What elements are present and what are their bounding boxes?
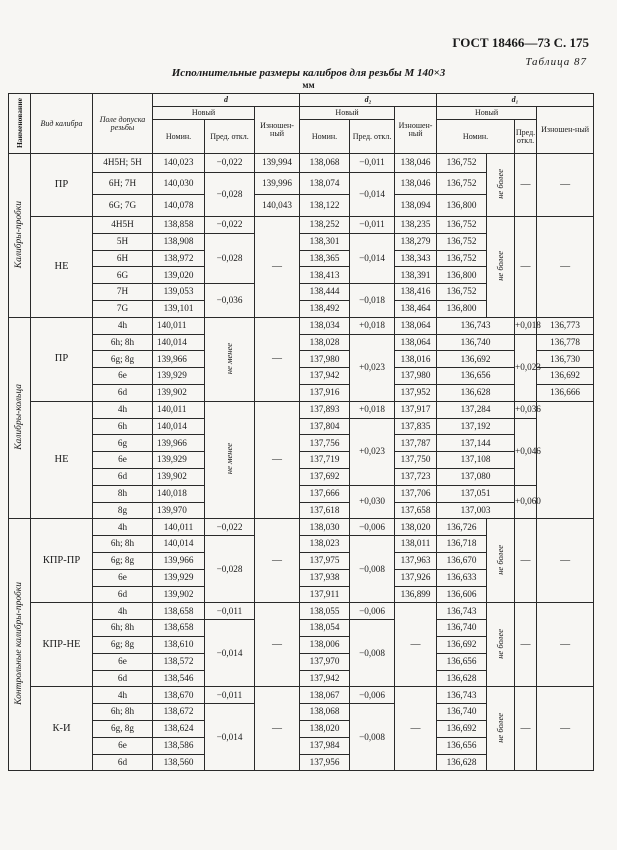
d1-nom: 136,743	[437, 687, 487, 704]
kind-ne-plug: НЕ	[31, 217, 93, 318]
d2-nom: 138,492	[300, 300, 350, 317]
table-row	[9, 519, 594, 536]
d1-worn: —	[537, 154, 594, 217]
d1-nom: 136,800	[437, 267, 487, 284]
d2-worn: 137,706	[395, 485, 437, 502]
d1-dev: —	[515, 519, 537, 603]
d-dev: −0,028	[205, 173, 255, 217]
d1-dev: —	[515, 217, 537, 318]
d1-nom: 136,752	[437, 233, 487, 250]
d1-nom: 136,656	[437, 653, 487, 670]
d2-nom: 137,956	[300, 754, 350, 771]
d-note: не менее	[205, 317, 255, 401]
d1-nom: 137,051	[437, 485, 515, 502]
d1-nom: 136,633	[437, 569, 487, 586]
table-label: Таблица 87	[525, 56, 587, 68]
d-nom: 138,658	[153, 603, 205, 620]
d2-worn: —	[395, 687, 437, 771]
d2-nom: 138,030	[300, 519, 350, 536]
kind-k-i: К-И	[31, 687, 93, 771]
table-row	[9, 368, 594, 385]
d-dev: −0,014	[205, 620, 255, 687]
d1-nom: 136,752	[437, 154, 487, 173]
table-title: Исполнительные размеры калибров для резьбы М 140×3	[171, 67, 446, 79]
d2-dev: −0,008	[350, 536, 395, 603]
d-nom: 138,858	[153, 217, 205, 234]
d1-dev: +0,018	[515, 317, 537, 334]
d-nom: 139,929	[153, 368, 205, 385]
d2-nom: 137,942	[300, 670, 350, 687]
d2-dev: −0,006	[350, 603, 395, 620]
d2-worn-header: Изношен-ный	[395, 107, 437, 154]
d1-nom: 136,692	[437, 636, 487, 653]
d1-dev: +0,036	[515, 401, 537, 418]
d2-nom: 138,067	[300, 687, 350, 704]
d-nom: 139,053	[153, 284, 205, 301]
d2-nom: 137,980	[300, 351, 350, 368]
tol-field: 6e	[93, 368, 153, 385]
d-nom: 138,586	[153, 737, 205, 754]
d-dev: −0,028	[205, 536, 255, 603]
d2-dev: −0,006	[350, 519, 395, 536]
d2-worn: 138,279	[395, 233, 437, 250]
d2-worn: 138,016	[395, 351, 437, 368]
d2-worn: 137,835	[395, 418, 437, 435]
d1-nom: 136,656	[437, 737, 487, 754]
d2-nom: 138,122	[300, 195, 350, 217]
d-dev: −0,011	[205, 603, 255, 620]
d1-worn: 136,730	[537, 351, 594, 368]
col-d-header: d	[153, 94, 300, 107]
d-nom: 139,902	[153, 384, 205, 401]
d-new-header: Новый	[153, 107, 255, 120]
tol-field: 6e	[93, 569, 153, 586]
tol-field: 6H; 7H	[93, 173, 153, 195]
d-nom: 140,014	[153, 334, 205, 351]
tol-field: 6e	[93, 653, 153, 670]
d-nom: 138,670	[153, 687, 205, 704]
d1-nom: 136,692	[437, 351, 515, 368]
d-nom: 139,966	[153, 552, 205, 569]
tol-field: 8h	[93, 485, 153, 502]
kind-pr-ring: ПР	[31, 317, 93, 401]
d2-nom: 138,020	[300, 720, 350, 737]
d-nom: 138,972	[153, 250, 205, 267]
d2-dev: −0,008	[350, 620, 395, 687]
d-worn: —	[255, 687, 300, 771]
d2-dev: +0,018	[350, 317, 395, 334]
d1-nom: 136,800	[437, 195, 487, 217]
tol-field: 6h; 8h	[93, 536, 153, 553]
d1-worn: 136,692	[537, 368, 594, 385]
d1-worn: —	[537, 217, 594, 318]
d2-nom: 138,023	[300, 536, 350, 553]
table-row	[9, 435, 594, 452]
d-nom: 140,078	[153, 195, 205, 217]
d-nom: 139,101	[153, 300, 205, 317]
d1-worn: —	[537, 603, 594, 687]
d2-nom: 138,034	[300, 317, 350, 334]
d-note: не менее	[205, 401, 255, 519]
d2-nom: 138,301	[300, 233, 350, 250]
d1-dev: —	[515, 154, 537, 217]
tol-field: 6h; 8h	[93, 334, 153, 351]
d1-dev: +0,060	[515, 485, 537, 519]
group-plug-gauges: Калибры-пробки	[9, 154, 31, 318]
d-nom: 139,020	[153, 267, 205, 284]
d2-worn: 138,064	[395, 334, 437, 351]
d2-worn: 138,064	[395, 317, 437, 334]
d1-nom: 136,628	[437, 384, 515, 401]
d2-worn: 137,917	[395, 401, 437, 418]
d1-nom: 137,284	[437, 401, 515, 418]
tol-field: 7G	[93, 300, 153, 317]
d2-dev: +0,023	[350, 418, 395, 485]
table-row	[9, 418, 594, 435]
tol-field: 6d	[93, 468, 153, 485]
d2-dev-header: Пред. откл.	[350, 120, 395, 154]
d-worn: 139,996	[255, 173, 300, 195]
tol-field: 4h	[93, 603, 153, 620]
d2-nom: 137,666	[300, 485, 350, 502]
d2-worn: 138,046	[395, 173, 437, 195]
d2-dev: −0,018	[350, 284, 395, 318]
d-nom: 140,018	[153, 485, 205, 502]
d2-dev: −0,006	[350, 687, 395, 704]
table-row	[9, 485, 594, 502]
page-header	[0, 0, 617, 95]
d1-nom: 136,656	[437, 368, 515, 385]
d-dev: −0,028	[205, 233, 255, 283]
d1-nom: 137,144	[437, 435, 515, 452]
table-row	[9, 401, 594, 418]
d2-dev: −0,011	[350, 154, 395, 173]
col-d2-header: d₂	[300, 94, 437, 107]
d1-nom: 136,752	[437, 250, 487, 267]
d1-nom-header: Номин.	[437, 120, 515, 154]
table-row	[9, 217, 594, 234]
tol-field: 6d	[93, 754, 153, 771]
d2-dev: +0,018	[350, 401, 395, 418]
d-nom: 139,966	[153, 435, 205, 452]
d-nom: 139,966	[153, 351, 205, 368]
tol-field: 6d	[93, 586, 153, 603]
table-row	[9, 687, 594, 704]
tol-field: 6h	[93, 418, 153, 435]
d-nom: 138,610	[153, 636, 205, 653]
kind-kpr-ne: КПР-НЕ	[31, 603, 93, 687]
tol-field: 6d	[93, 670, 153, 687]
d1-nom: 136,752	[437, 173, 487, 195]
d-nom: 140,023	[153, 154, 205, 173]
tol-field: 4h	[93, 519, 153, 536]
d2-worn: 138,011	[395, 536, 437, 553]
d2-worn: 137,723	[395, 468, 437, 485]
d2-nom: 137,756	[300, 435, 350, 452]
d2-nom: 138,413	[300, 267, 350, 284]
d1-note: не более	[487, 603, 515, 687]
d1-nom: 137,192	[437, 418, 515, 435]
group-ring-gauges: Калибры-кольца	[9, 317, 31, 519]
d2-nom: 137,938	[300, 569, 350, 586]
d2-worn: 138,416	[395, 284, 437, 301]
d2-worn: 137,926	[395, 569, 437, 586]
d-worn-header: Изношен-ный	[255, 107, 300, 154]
d2-nom: 137,911	[300, 586, 350, 603]
d1-nom: 136,692	[437, 720, 487, 737]
d2-worn: 138,343	[395, 250, 437, 267]
standard-number: ГОСТ 18466—73 С. 175	[452, 35, 589, 50]
d1-nom: 137,080	[437, 468, 515, 485]
d-nom-header: Номин.	[153, 120, 205, 154]
d1-note: не более	[487, 154, 515, 217]
d2-worn: 137,750	[395, 452, 437, 469]
d2-worn: 138,235	[395, 217, 437, 234]
d1-dev: +0,046	[515, 418, 537, 485]
tol-field: 6G	[93, 267, 153, 284]
d-dev: −0,036	[205, 284, 255, 318]
group-control-plug-gauges: Контрольные калибры-пробки	[9, 519, 31, 771]
d2-worn: 137,658	[395, 502, 437, 519]
col-d1-header: d₁	[437, 94, 594, 107]
d2-worn: 138,094	[395, 195, 437, 217]
tol-field: 5H	[93, 233, 153, 250]
tol-field: 6h; 8h	[93, 620, 153, 637]
d2-worn: 137,952	[395, 384, 437, 401]
table-row	[9, 603, 594, 620]
tol-field: 6g; 8g	[93, 351, 153, 368]
d2-nom: 137,975	[300, 552, 350, 569]
d2-nom: 138,074	[300, 173, 350, 195]
d2-nom: 137,804	[300, 418, 350, 435]
d-nom: 138,908	[153, 233, 205, 250]
d2-nom: 138,365	[300, 250, 350, 267]
d2-dev: −0,014	[350, 173, 395, 217]
tol-field: 6H	[93, 250, 153, 267]
kind-ne-ring: НЕ	[31, 401, 93, 519]
d2-worn: 137,963	[395, 552, 437, 569]
tol-field: 8g	[93, 502, 153, 519]
d-nom: 139,929	[153, 452, 205, 469]
table-row	[9, 468, 594, 485]
d1-nom: 136,743	[437, 603, 487, 620]
d2-worn: 137,787	[395, 435, 437, 452]
gauge-dimensions-table	[8, 93, 594, 771]
d1-worn-header: Изношен-ный	[537, 107, 594, 154]
d1-nom: 136,752	[437, 284, 487, 301]
tol-field: 6e	[93, 452, 153, 469]
d-nom: 140,014	[153, 418, 205, 435]
tol-field: 6e	[93, 737, 153, 754]
d-dev: −0,022	[205, 154, 255, 173]
d-nom: 139,970	[153, 502, 205, 519]
d-worn: 140,043	[255, 195, 300, 217]
d2-nom: 138,444	[300, 284, 350, 301]
d1-dev: —	[515, 603, 537, 687]
d-nom: 138,560	[153, 754, 205, 771]
d2-worn: 138,020	[395, 519, 437, 536]
tol-field: 6g; 8g	[93, 636, 153, 653]
d-nom: 138,624	[153, 720, 205, 737]
d1-nom: 136,670	[437, 552, 487, 569]
table-row	[9, 502, 594, 519]
d1-nom: 136,752	[437, 217, 487, 234]
d2-nom: 138,252	[300, 217, 350, 234]
table-row	[9, 154, 594, 173]
d-nom: 138,546	[153, 670, 205, 687]
d2-nom: 138,006	[300, 636, 350, 653]
d-nom: 140,011	[153, 317, 205, 334]
col-name-header: Наименование	[9, 94, 31, 154]
d1-new-header: Новый	[437, 107, 537, 120]
tol-field: 6h; 8h	[93, 704, 153, 721]
kind-pr-plug: ПР	[31, 154, 93, 217]
d-worn: —	[255, 401, 300, 519]
d1-dev-header: Пред. откл.	[515, 120, 537, 154]
tol-field: 4h	[93, 317, 153, 334]
d2-dev: +0,023	[350, 334, 395, 401]
d1-nom: 136,606	[437, 586, 487, 603]
d-worn: —	[255, 519, 300, 603]
d1-nom: 136,740	[437, 334, 515, 351]
tol-field: 4H5H	[93, 217, 153, 234]
d-nom: 138,572	[153, 653, 205, 670]
d1-nom: 136,628	[437, 670, 487, 687]
table-row	[9, 317, 594, 334]
d2-nom: 137,618	[300, 502, 350, 519]
unit-label: мм	[302, 80, 315, 90]
d1-worn	[537, 401, 594, 519]
table-body	[9, 154, 594, 771]
d-nom: 140,011	[153, 401, 205, 418]
d1-worn: 136,666	[537, 384, 594, 401]
d-dev: −0,011	[205, 687, 255, 704]
tol-field: 6d	[93, 384, 153, 401]
d1-nom: 136,740	[437, 620, 487, 637]
tol-field: 6g, 8g	[93, 720, 153, 737]
table-row	[9, 334, 594, 351]
d2-worn: 138,464	[395, 300, 437, 317]
d2-dev: −0,014	[350, 233, 395, 283]
d2-nom: 138,068	[300, 154, 350, 173]
d1-worn: —	[537, 687, 594, 771]
d1-note: не более	[487, 519, 515, 603]
d-worn: —	[255, 217, 300, 318]
table-row	[9, 384, 594, 401]
col-field-header: Поле допуска резьбы	[93, 94, 153, 154]
d2-worn: 138,391	[395, 267, 437, 284]
d-nom: 140,014	[153, 536, 205, 553]
d-nom: 139,902	[153, 468, 205, 485]
d2-nom: 138,054	[300, 620, 350, 637]
tol-field: 6g	[93, 435, 153, 452]
d1-dev: —	[515, 687, 537, 771]
d-nom: 140,030	[153, 173, 205, 195]
d-nom: 138,658	[153, 620, 205, 637]
tol-field: 4h	[93, 401, 153, 418]
d1-dev: +0,023	[515, 334, 537, 401]
tol-field: 4h	[93, 687, 153, 704]
d2-dev: +0,030	[350, 485, 395, 519]
tol-field: 6g; 8g	[93, 552, 153, 569]
tol-field: 6G; 7G	[93, 195, 153, 217]
d1-note: не более	[487, 687, 515, 771]
d2-dev: −0,008	[350, 704, 395, 771]
d1-nom: 137,108	[437, 452, 515, 469]
d-worn: 139,994	[255, 154, 300, 173]
d1-nom: 136,743	[437, 317, 515, 334]
d-nom: 139,929	[153, 569, 205, 586]
d2-nom: 138,028	[300, 334, 350, 351]
d2-nom: 138,068	[300, 704, 350, 721]
d2-nom: 137,692	[300, 468, 350, 485]
d2-worn: 138,046	[395, 154, 437, 173]
d2-nom: 137,942	[300, 368, 350, 385]
col-kind-header: Вид калибра	[31, 94, 93, 154]
d1-worn: 136,773	[537, 317, 594, 334]
d-nom: 139,902	[153, 586, 205, 603]
d1-worn: 136,778	[537, 334, 594, 351]
d2-nom: 137,984	[300, 737, 350, 754]
d2-nom: 137,916	[300, 384, 350, 401]
d-nom: 138,672	[153, 704, 205, 721]
d1-nom: 137,003	[437, 502, 515, 519]
tol-field: 4H5H; 5H	[93, 154, 153, 173]
d1-nom: 136,726	[437, 519, 487, 536]
d2-nom-header: Номин.	[300, 120, 350, 154]
d1-nom: 136,718	[437, 536, 487, 553]
table-row	[9, 452, 594, 469]
d-dev: −0,014	[205, 704, 255, 771]
d2-dev: −0,011	[350, 217, 395, 234]
d2-nom: 138,055	[300, 603, 350, 620]
d2-new-header: Новый	[300, 107, 395, 120]
d1-note: не более	[487, 217, 515, 318]
d2-nom: 137,719	[300, 452, 350, 469]
table-head	[9, 94, 594, 154]
d-dev: −0,022	[205, 519, 255, 536]
d2-nom: 137,893	[300, 401, 350, 418]
tol-field: 7H	[93, 284, 153, 301]
d-dev-header: Пред. откл.	[205, 120, 255, 154]
d-worn: —	[255, 603, 300, 687]
d2-worn: —	[395, 603, 437, 687]
d2-worn: 136,899	[395, 586, 437, 603]
d-dev: −0,022	[205, 217, 255, 234]
d2-nom: 137,970	[300, 653, 350, 670]
d1-nom: 136,740	[437, 704, 487, 721]
d1-worn: —	[537, 519, 594, 603]
d-worn: —	[255, 317, 300, 401]
table-row	[9, 351, 594, 368]
kind-kpr-pr: КПР-ПР	[31, 519, 93, 603]
d2-worn: 137,980	[395, 368, 437, 385]
d-nom: 140,011	[153, 519, 205, 536]
d1-nom: 136,800	[437, 300, 487, 317]
d1-nom: 136,628	[437, 754, 487, 771]
